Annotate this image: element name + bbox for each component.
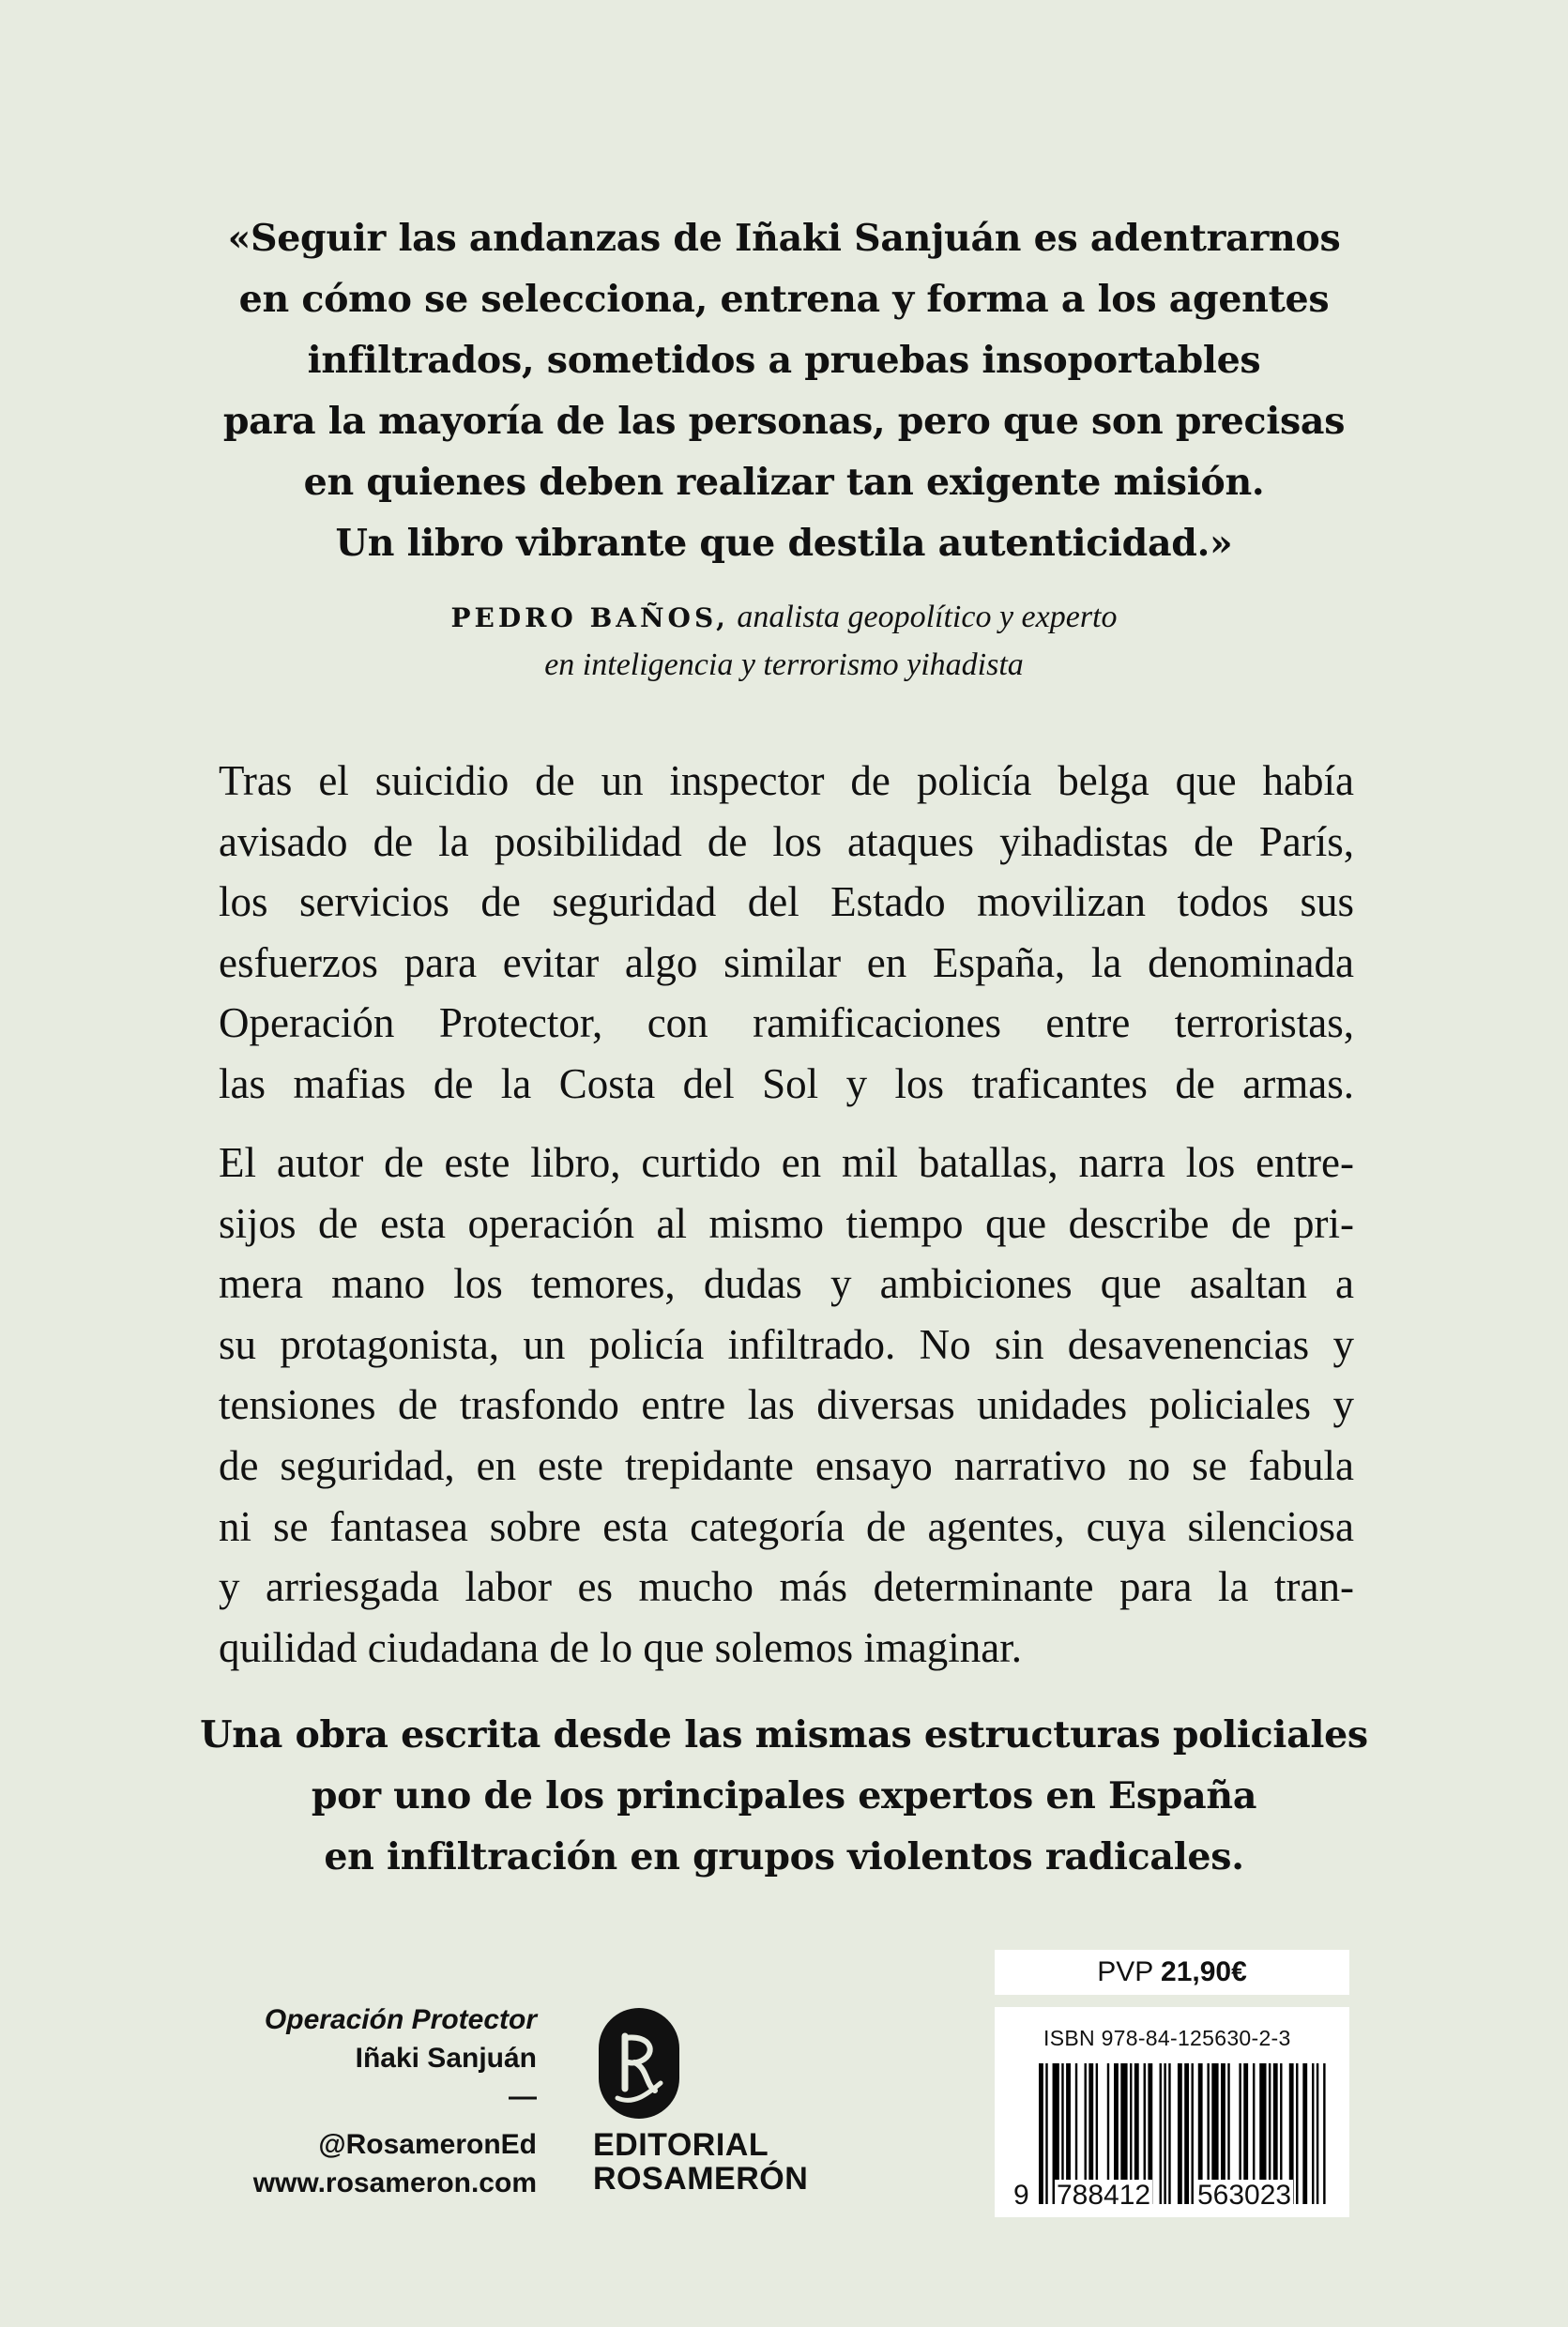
price-label: PVP bbox=[1097, 1956, 1153, 1987]
closing-line: en infiltración en grupos violentos radicales. bbox=[324, 1835, 1244, 1878]
quote-author: PEDRO BAÑOS, bbox=[450, 602, 729, 633]
body-line: sijos de esta operación al mismo tiempo que describe de pri- bbox=[219, 1199, 1354, 1247]
book-credits bbox=[253, 2000, 537, 2202]
attribution-line-1 bbox=[169, 594, 1399, 642]
barcode-digit-first: 9 bbox=[1013, 2180, 1029, 2211]
publisher-line-1: EDITORIAL bbox=[593, 2127, 769, 2163]
price-box bbox=[995, 1950, 1349, 1995]
synopsis-paragraph-2 bbox=[219, 1133, 1354, 1678]
publisher-name bbox=[593, 2128, 808, 2196]
isbn-text: ISBN 978-84-125630-2-3 bbox=[1043, 2026, 1291, 2050]
barcode-digits-right: 563023 bbox=[1197, 2180, 1292, 2211]
body-line: las mafias de la Costa del Sol y los traficantes de armas. bbox=[219, 1059, 1354, 1107]
price-amount: 21,90€ bbox=[1161, 1956, 1247, 1987]
credits-gap bbox=[253, 2116, 537, 2125]
body-line: quilidad ciudadana de lo que solemos imaginar. bbox=[219, 1623, 1023, 1671]
barcode-digits bbox=[995, 2180, 1349, 2217]
quote-line: en quienes deben realizar tan exigente misión. bbox=[303, 461, 1265, 504]
quote-line: para la mayoría de las personas, pero que son precisas bbox=[222, 400, 1346, 443]
body-line: avisado de la posibilidad de los ataques yihadistas de París, bbox=[219, 817, 1354, 865]
publisher-line-2: ROSAMERÓN bbox=[593, 2161, 809, 2197]
closing-line: Una obra escrita desde las mismas estructuras policiales bbox=[200, 1713, 1368, 1757]
website-link[interactable]: www.rosameron.com bbox=[252, 2167, 537, 2198]
quote-line: «Seguir las andanzas de Iñaki Sanjuán es adentrarnos bbox=[227, 217, 1341, 260]
body-line: Tras el suicidio de un inspector de policía belga que había bbox=[219, 757, 1354, 804]
endorsement-quote bbox=[169, 208, 1399, 574]
body-line: El autor de este libro, curtido en mil batallas, narra los entre- bbox=[219, 1139, 1354, 1186]
quote-attribution bbox=[169, 594, 1399, 689]
isbn-box bbox=[995, 2007, 1349, 2217]
quote-line: Un libro vibrante que destila autenticidad.» bbox=[335, 522, 1233, 565]
quote-line: en cómo se selecciona, entrena y forma a los agentes bbox=[238, 278, 1330, 321]
body-line: y arriesgada labor es mucho más determinante para la tran- bbox=[219, 1563, 1354, 1611]
body-line: de seguridad, en este trepidante ensayo narrativo no se fabula bbox=[219, 1441, 1354, 1489]
social-handle[interactable]: @RosameronEd bbox=[318, 2129, 537, 2160]
closing-line: por uno de los principales expertos en España bbox=[311, 1774, 1257, 1817]
barcode-digits-left: 788412 bbox=[1057, 2180, 1151, 2211]
body-line: los servicios de seguridad del Estado movilizan todos sus bbox=[219, 878, 1354, 926]
body-line: mera mano los temores, dudas y ambiciones que asaltan a bbox=[219, 1260, 1354, 1308]
quote-line: infiltrados, sometidos a pruebas insoportables bbox=[307, 339, 1261, 382]
body-line: Operación Protector, con ramificaciones entre terroristas, bbox=[219, 999, 1354, 1047]
book-author: Iñaki Sanjuán bbox=[355, 2043, 537, 2074]
rosameron-logo-icon bbox=[597, 2006, 681, 2121]
body-line: esfuerzos para evitar algo similar en España, la denominada bbox=[219, 938, 1354, 986]
synopsis-paragraph-1 bbox=[219, 751, 1354, 1115]
author-role-1: analista geopolítico y experto bbox=[737, 600, 1118, 634]
author-role-2: en inteligencia y terrorismo yihadista bbox=[544, 647, 1024, 682]
closing-statement bbox=[169, 1705, 1399, 1888]
attribution-line-2 bbox=[169, 642, 1399, 689]
body-line: su protagonista, un policía infiltrado. No sin desavenencias y bbox=[219, 1320, 1354, 1368]
body-line: ni se fantasea sobre esta categoría de agentes, cuya silenciosa bbox=[219, 1502, 1354, 1550]
credits-dash: — bbox=[509, 2081, 537, 2112]
body-line: tensiones de trasfondo entre las diversas unidades policiales y bbox=[219, 1381, 1354, 1429]
book-title: Operación Protector bbox=[264, 2004, 537, 2035]
